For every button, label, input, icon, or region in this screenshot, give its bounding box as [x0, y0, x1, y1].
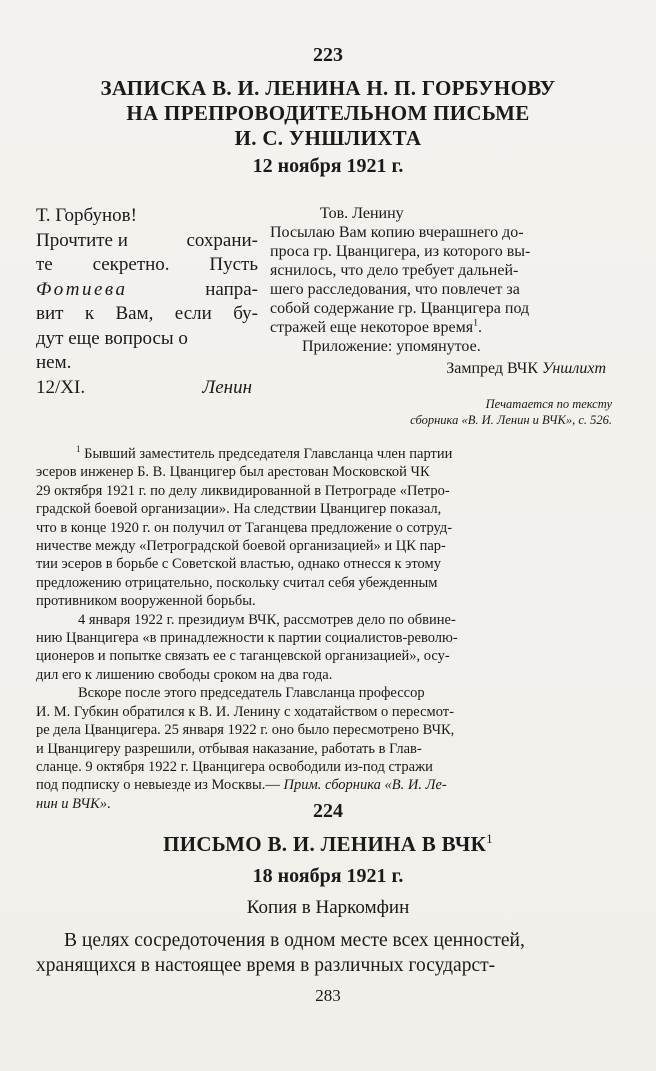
- document-224-title: [40, 832, 616, 857]
- note-signature: Ленин: [202, 376, 252, 398]
- note-word: те: [36, 254, 53, 275]
- note-line: дут еще вопросы о: [36, 327, 188, 349]
- lenin-note: [36, 204, 258, 400]
- footnote-line: ничестве между «Петроградской боевой организацией» и ЦК пар-: [36, 538, 446, 555]
- footnote-line: [36, 776, 610, 794]
- footnote-mark: 1: [76, 444, 81, 455]
- document-223-date: 12 ноября 1921 г.: [252, 155, 404, 177]
- title-line-1: ЗАПИСКА В. И. ЛЕНИНА Н. П. ГОРБУНОВУ: [100, 76, 556, 100]
- letter-addressee: Тов. Ленину: [320, 205, 404, 222]
- footnote-line: ционеров и попытке связать ее с таганцевской организацией», осу-: [36, 648, 450, 665]
- footnote-text: под подписку о невыезде из Москвы.—: [36, 777, 280, 794]
- document-224-body: [36, 928, 610, 978]
- note-word: бу-: [233, 303, 258, 324]
- letter-line: собой содержание гр. Цванцигера под: [270, 300, 530, 317]
- footnote-line: дил его к лишению свободы сроком на два года.: [36, 666, 333, 683]
- note-word: вит: [36, 303, 64, 324]
- letter-line: проса гр. Цванцигера, из которого вы-: [270, 243, 531, 260]
- note-word: Пусть: [209, 254, 258, 275]
- letter-line: яснилось, что дело требует дальней-: [270, 262, 519, 279]
- footnote-line: ре дела Цванцигера. 25 января 1922 г. оно было пересмотрено ВЧК,: [36, 722, 455, 739]
- source-note: [410, 396, 612, 428]
- note-date: 12/XI.: [36, 376, 86, 398]
- letter-line: стражей еще некоторое время$^1$.: [270, 317, 483, 336]
- page-number: 283: [315, 986, 341, 1005]
- note-word: секретно.: [92, 254, 170, 275]
- signature-name: Уншлихт: [541, 360, 606, 377]
- footnote-line: сланце. 9 октября 1922 г. Цванцигера освободили из-под стражи: [36, 758, 433, 775]
- note-word: сохрани-: [186, 229, 258, 251]
- letter-text: стражей еще некоторое время: [270, 319, 474, 336]
- unshlikht-letter: [270, 204, 606, 378]
- footnote-line: 29 октября 1921 г. по делу ликвидированной в Петрограде «Петро-: [36, 482, 450, 499]
- footnote-source-end: .: [107, 795, 111, 812]
- title-text: ПИСЬМО В. И. ЛЕНИНА В ВЧК: [163, 832, 487, 856]
- note-signature-line: [36, 376, 258, 401]
- note-word: если: [174, 303, 212, 324]
- signature-title: Зампред ВЧК: [446, 360, 538, 377]
- footnote-marker: 1: [473, 317, 479, 329]
- document-number-223: 223: [313, 44, 343, 66]
- footnote-line: эсеров инженер Б. В. Цванцигер был арестован Московской ЧК: [36, 464, 430, 481]
- note-line: [36, 229, 258, 254]
- footnote-line: противником вооруженной борьбы.: [36, 593, 256, 610]
- letter-appendix: Приложение: упомянутое.: [302, 338, 481, 355]
- source-line-1: Печатается по тексту: [485, 397, 612, 411]
- copy-line: Копия в Наркомфин: [246, 897, 410, 918]
- title-line-2: НА ПРЕПРОВОДИТЕЛЬНОМ ПИСЬМЕ: [126, 101, 530, 125]
- footnote-line: тии эсеров в борьбе с Советской властью, однако отнесся к этому: [36, 556, 441, 573]
- note-word: Прочтите и: [36, 229, 128, 251]
- footnote-line: нию Цванцигера «в принадлежности к партии социалистов-револю-: [36, 630, 458, 647]
- document-224-date: 18 ноября 1921 г.: [252, 865, 404, 887]
- note-word: к: [84, 303, 95, 324]
- note-word: Вам,: [115, 303, 154, 324]
- title-footnote-marker: 1: [486, 831, 493, 846]
- footnote-line: [36, 445, 610, 463]
- source-line-2: сборника «В. И. Ленин и ВЧК», с. 526.: [410, 413, 612, 427]
- note-line: нем.: [36, 352, 72, 373]
- footnote-line: И. М. Губкин обратился к В. И. Ленину с ходатайством о пересмот-: [36, 703, 454, 720]
- document-223-title: [40, 76, 616, 151]
- body-line: В целях сосредоточения в одном месте всех ценностей,: [64, 930, 525, 951]
- note-greeting: Т. Горбунов!: [36, 205, 137, 226]
- note-line: [36, 302, 258, 327]
- document-number-224: 224: [313, 800, 343, 822]
- letter-line: Посылаю Вам копию вчерашнего до-: [270, 224, 524, 241]
- note-word: напра-: [205, 278, 258, 300]
- footnote-line: Вскоре после этого председатель Главсланца профессор: [78, 685, 425, 702]
- footnote-line: и Цванцигеру разрешили, отбывая наказание, работать в Глав-: [36, 740, 422, 757]
- footnote-line: предложению отрицательно, поскольку считал себя убежденным: [36, 574, 438, 591]
- letter-signature: [270, 359, 606, 378]
- footnote-source: нин и ВЧК»: [36, 795, 107, 812]
- note-line: [36, 278, 258, 303]
- footnote-line: градской боевой организации». На следствии Цванцигер показал,: [36, 501, 442, 518]
- footnote: [36, 445, 610, 813]
- letter-line: шего расследования, что повлечет за: [270, 281, 520, 298]
- footnote-line: что в конце 1920 г. он получил от Таганцева предложение о сотруд-: [36, 519, 453, 536]
- note-line: [36, 253, 258, 278]
- title-line-3: И. С. УНШЛИХТА: [234, 126, 422, 150]
- note-name-fotieva: Фотиева: [36, 278, 128, 300]
- footnote-text: Бывший заместитель председателя Главсланца член партии: [84, 446, 453, 462]
- body-line: хранящихся в настоящее время в различных государст-: [36, 955, 496, 976]
- footnote-line: 4 января 1922 г. президиум ВЧК, рассмотрев дело по обвине-: [78, 611, 456, 628]
- footnote-source: Прим. сборника «В. И. Ле-: [283, 777, 447, 794]
